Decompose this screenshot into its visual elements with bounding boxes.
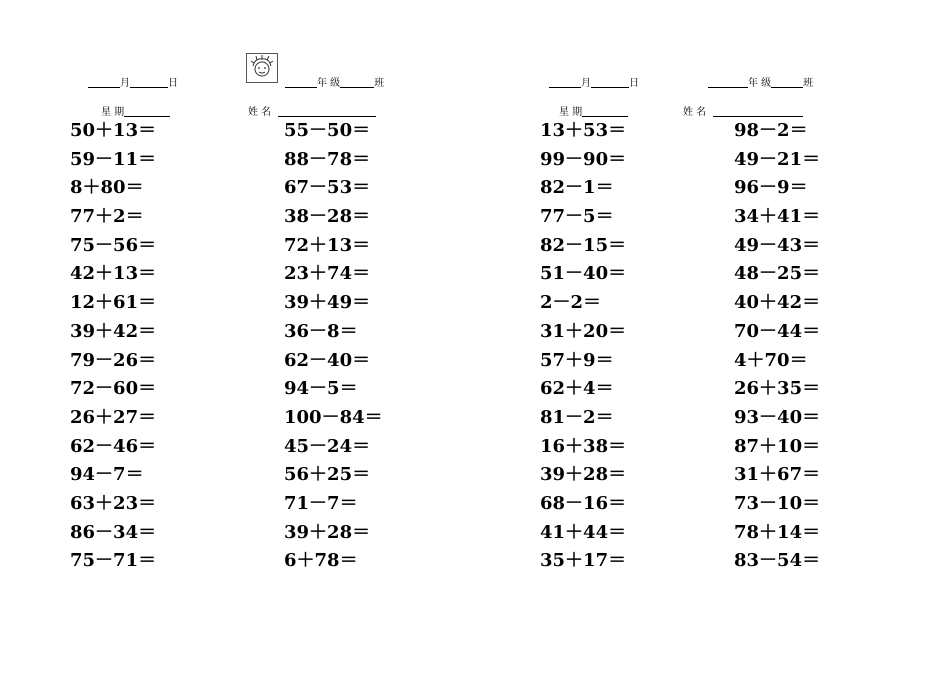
math-problem: 40＋42＝ — [734, 292, 821, 314]
math-problem: 62－46＝ — [70, 435, 157, 457]
day-blank[interactable] — [591, 77, 629, 88]
date-line-right — [549, 74, 639, 89]
grade-blank[interactable] — [285, 77, 317, 88]
math-problem: 71－7＝ — [284, 492, 358, 514]
day-label: 日 — [629, 78, 639, 89]
math-problem: 87＋10＝ — [734, 435, 821, 457]
date-line-left — [88, 74, 178, 89]
math-problem: 8＋80＝ — [70, 177, 144, 199]
math-problem: 57＋9＝ — [540, 349, 614, 371]
day-label: 日 — [168, 78, 178, 89]
math-problem: 50＋13＝ — [70, 120, 157, 141]
math-problem: 72＋13＝ — [284, 234, 371, 256]
math-problem: 2－2＝ — [540, 292, 602, 314]
class-label: 班 — [374, 78, 385, 89]
month-label: 月 — [581, 78, 591, 89]
math-problem: 36－8＝ — [284, 320, 358, 342]
math-problem: 83－54＝ — [734, 550, 821, 572]
weekday-label: 星 期 — [559, 107, 583, 118]
math-problem: 31＋20＝ — [540, 320, 627, 342]
math-problem: 88－78＝ — [284, 148, 371, 170]
math-problem: 26＋35＝ — [734, 378, 821, 400]
class-blank[interactable] — [771, 77, 803, 88]
math-problem: 68－16＝ — [540, 492, 627, 514]
math-problem: 94－7＝ — [70, 464, 144, 486]
math-problem: 93－40＝ — [734, 406, 821, 428]
math-problem: 81－2＝ — [540, 406, 614, 428]
math-problem: 75－71＝ — [70, 550, 157, 572]
math-problem: 73－10＝ — [734, 492, 821, 514]
math-problem: 31＋67＝ — [734, 464, 821, 486]
math-problem: 63＋23＝ — [70, 492, 157, 514]
name-blank[interactable] — [278, 106, 376, 117]
class-blank[interactable] — [340, 77, 374, 88]
grade-class-line-left — [285, 74, 384, 89]
problem-column-3 — [540, 117, 626, 576]
math-problem: 4＋70＝ — [734, 349, 808, 371]
math-problem: 39＋28＝ — [284, 521, 371, 543]
math-problem: 82－15＝ — [540, 234, 627, 256]
weekday-blank[interactable] — [582, 106, 628, 117]
math-problem: 39＋49＝ — [284, 292, 371, 314]
name-line-left — [248, 103, 376, 118]
name-label: 姓 名 — [248, 107, 272, 118]
math-problem: 34＋41＝ — [734, 206, 821, 228]
grade-label: 年 级 — [748, 78, 772, 89]
math-problem: 49－21＝ — [734, 148, 821, 170]
math-problem: 62＋4＝ — [540, 378, 614, 400]
math-problem: 56＋25＝ — [284, 464, 371, 486]
math-problem: 39＋42＝ — [70, 320, 157, 342]
problem-column-4 — [734, 117, 820, 576]
math-problem: 13＋53＝ — [540, 120, 627, 141]
math-problem: 35＋17＝ — [540, 550, 627, 572]
day-blank[interactable] — [130, 77, 168, 88]
math-problem: 12＋61＝ — [70, 292, 157, 314]
math-problem: 45－24＝ — [284, 435, 371, 457]
math-problem: 94－5＝ — [284, 378, 358, 400]
math-problem: 77＋2＝ — [70, 206, 144, 228]
math-problem: 6＋78＝ — [284, 550, 358, 572]
math-problem: 75－56＝ — [70, 234, 157, 256]
math-problem: 70－44＝ — [734, 320, 821, 342]
weekday-blank[interactable] — [124, 106, 170, 117]
math-problem: 16＋38＝ — [540, 435, 627, 457]
math-problem: 49－43＝ — [734, 234, 821, 256]
math-problem: 82－1＝ — [540, 177, 614, 199]
math-problem: 99－90＝ — [540, 148, 627, 170]
math-problem: 72－60＝ — [70, 378, 157, 400]
month-label: 月 — [120, 78, 130, 89]
class-label: 班 — [803, 78, 814, 89]
math-problem: 98－2＝ — [734, 120, 808, 141]
name-label: 姓 名 — [683, 107, 707, 118]
math-problem: 62－40＝ — [284, 349, 371, 371]
name-line-right — [683, 103, 803, 118]
math-problem: 59－11＝ — [70, 148, 157, 170]
child-face-icon — [246, 53, 278, 83]
math-problem: 86－34＝ — [70, 521, 157, 543]
math-problem: 42＋13＝ — [70, 263, 157, 285]
month-blank[interactable] — [88, 77, 120, 88]
math-problem: 67－53＝ — [284, 177, 371, 199]
math-problem: 79－26＝ — [70, 349, 157, 371]
weekday-label: 星 期 — [101, 107, 125, 118]
math-problem: 23＋74＝ — [284, 263, 371, 285]
grade-class-line-right — [708, 74, 813, 89]
weekday-line-right — [559, 103, 628, 118]
month-blank[interactable] — [549, 77, 581, 88]
math-problem: 41＋44＝ — [540, 521, 627, 543]
problem-column-1 — [70, 117, 156, 576]
math-problem: 96－9＝ — [734, 177, 808, 199]
math-problem: 39＋28＝ — [540, 464, 627, 486]
math-problem: 48－25＝ — [734, 263, 821, 285]
math-problem: 26＋27＝ — [70, 406, 157, 428]
math-problem: 38－28＝ — [284, 206, 371, 228]
grade-label: 年 级 — [317, 78, 341, 89]
problem-column-2 — [284, 117, 383, 576]
name-blank[interactable] — [713, 106, 803, 117]
math-problem: 78＋14＝ — [734, 521, 821, 543]
math-problem: 100－84＝ — [284, 406, 383, 428]
math-problem: 77－5＝ — [540, 206, 614, 228]
math-problem: 55－50＝ — [284, 120, 371, 141]
grade-blank[interactable] — [708, 77, 748, 88]
math-problem: 51－40＝ — [540, 263, 627, 285]
weekday-line-left — [101, 103, 170, 118]
